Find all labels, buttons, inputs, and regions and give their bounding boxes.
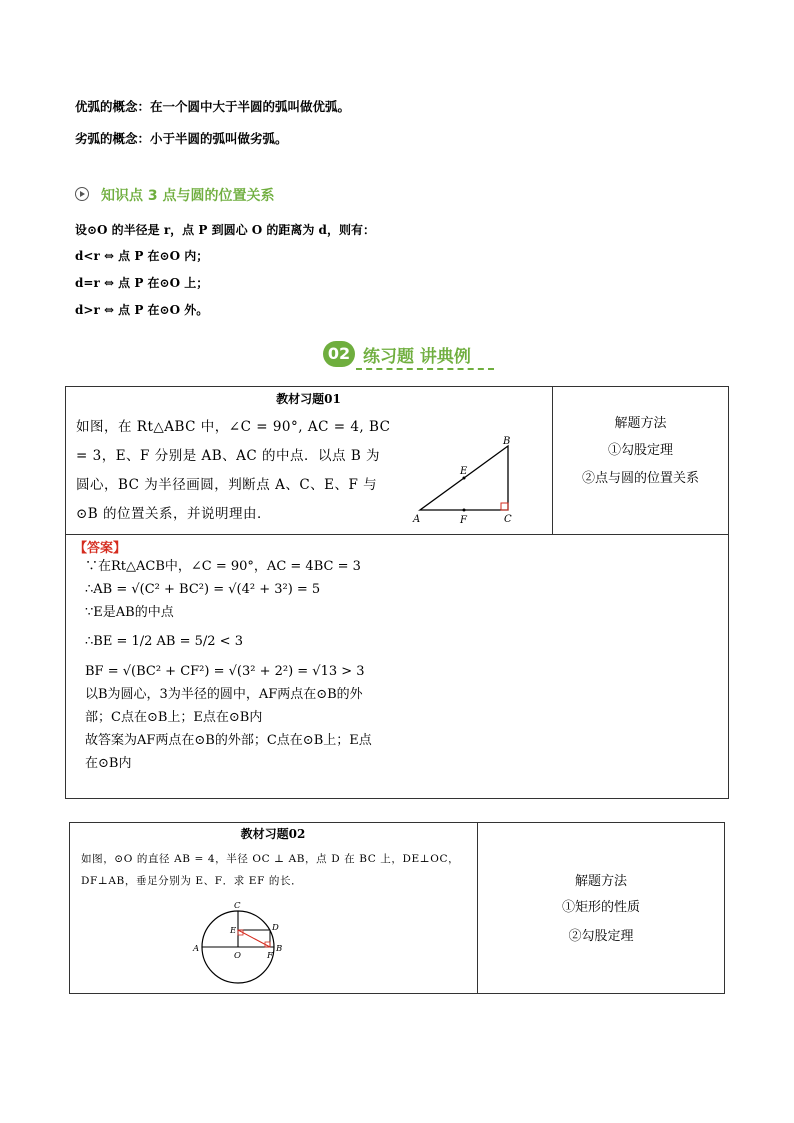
minor-arc-text: 劣弧的概念：小于半圆的弧叫做劣弧。 [75,131,288,146]
label-a2: A [193,944,200,954]
major-arc-text: 优弧的概念：在一个圆中大于半圆的弧叫做优弧。 [75,99,351,114]
triangle-figure [410,432,530,528]
exercise1-question: 如图，在 Rt△ABC 中，∠C = 90°, AC = 4, BC = 3，E、F 分别是 AB、AC 的中点．以点 B 为圆心，BC 为半径画圆，判断点 A、C、E、F 与⊙B 的位置关系，并说明理由． [76,419,391,522]
answer-line-4: ∴BE = 1/2 AB = 5/2 < 3 [85,634,243,649]
label-b2: B [276,944,283,954]
rule-on: d=r ⇔ 点 P 在⊙O 上； [75,276,209,290]
section3-intro: 设⊙O 的半径是 r，点 P 到圆心 O 的距离为 d，则有： [75,223,375,237]
label-b: B [503,436,511,447]
exercise1-method-2: ②点与圆的位置关系 [581,471,699,486]
play-circle-icon [75,187,89,201]
exercise1-title: 教材习题01 [276,392,341,406]
answer-line-6: 以B为圆心，3为半径的圆中，AF两点在⊙B的外 [85,687,363,702]
exercise1-answer-divider [65,534,729,535]
label-d2: D [272,923,279,933]
answer-line-7: 部；C点在⊙B上；E点在⊙B内 [85,710,263,725]
label-o2: O [234,951,241,961]
rule-outside: d>r ⇔ 点 P 在⊙O 外。 [75,303,209,317]
exercise2-method-title: 解题方法 [574,874,627,889]
rule-inside: d<r ⇔ 点 P 在⊙O 内； [75,249,209,263]
part-title: 练习题 讲典例 [363,347,471,367]
label-c2: C [234,901,241,911]
answer-line-5: BF = √(BC² + CF²) = √(3² + 2²) = √13 > 3 [85,664,365,679]
answer-line-3: ∵E是AB的中点 [85,605,174,620]
label-e: E [460,466,468,477]
answer-line-2: ∴AB = √(C² + BC²) = √(4² + 3²) = 5 [85,582,321,597]
label-f: F [460,515,467,526]
circle-figure [190,896,300,988]
label-c: C [504,514,512,525]
answer-line-8: 故答案为AF两点在⊙B的外部；C点在⊙B上；E点 [85,733,372,748]
exercise2-method-1: ①矩形的性质 [561,900,640,915]
answer-label: 【答案】 [74,541,127,556]
exercise1-divider [552,386,553,534]
title-underline [356,368,494,370]
minor-arc-concept [75,129,288,147]
part-number-badge: 02 [323,341,355,367]
section3-title: 知识点 3 点与圆的位置关系 [101,188,275,204]
exercise2-question: 如图，⊙O 的直径 AB = 4，半径 OC ⊥ AB，点 D 在 BC 上，DE⊥OC，DF⊥AB，垂足分别为 E、F．求 EF 的长． [81,853,460,887]
answer-line-1: ∵在Rt△ACB中，∠C = 90°，AC = 4BC = 3 [85,559,361,574]
major-arc-concept [75,97,350,115]
exercise1-method-1: ①勾股定理 [607,443,673,458]
exercise2-title: 教材习题02 [240,827,306,841]
label-f2: F [267,951,273,961]
label-a: A [413,514,421,525]
label-e2: E [230,926,237,936]
answer-line-9: 在⊙B内 [85,756,132,771]
exercise1-method-title: 解题方法 [614,416,667,431]
exercise2-method-2: ②勾股定理 [568,929,634,944]
